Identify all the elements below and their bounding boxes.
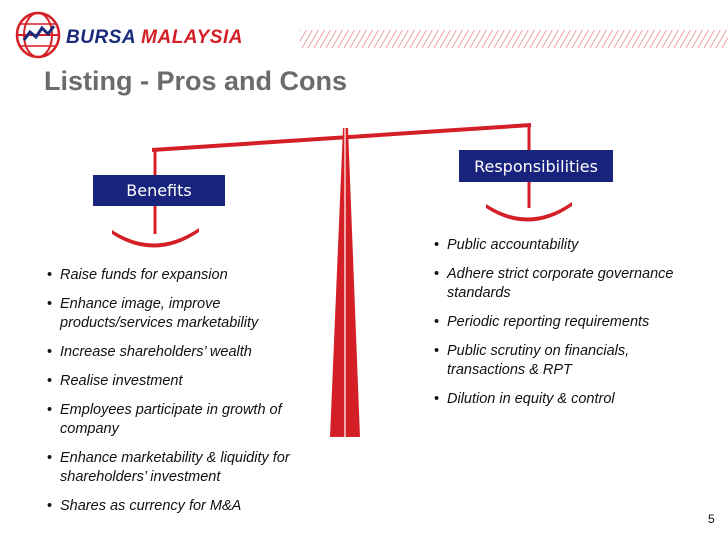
page-title: Listing - Pros and Cons (44, 66, 348, 96)
page-number: 5 (708, 512, 715, 526)
benefit-item: • Raise funds for expansion (47, 266, 337, 285)
responsibility-item: • Dilution in equity & control (434, 390, 724, 409)
brand-name-bursa: BURSA (66, 27, 136, 48)
responsibilities-heading: Responsibilities (459, 150, 613, 182)
benefits-list (47, 266, 337, 526)
responsibility-item: • Public scrutiny on financials, transactions & RPT (434, 342, 677, 380)
benefits-heading: Benefits (93, 175, 225, 206)
responsibility-item: • Adhere strict corporate governance standards (434, 265, 722, 303)
benefit-item: • Enhance marketability & liquidity for shareholders’ investment (47, 449, 310, 487)
benefit-item: • Employees participate in growth of company (47, 401, 305, 439)
benefit-item: • Realise investment (47, 372, 337, 391)
responsibility-item: • Periodic reporting requirements (434, 313, 724, 332)
brand-name-malaysia: MALAYSIA (141, 27, 243, 48)
responsibility-item: • Public accountability (434, 236, 724, 255)
benefit-item: • Increase shareholders’ wealth (47, 343, 337, 362)
benefit-item: • Enhance image, improve products/services marketability (47, 295, 300, 333)
responsibilities-list (434, 236, 724, 419)
benefit-item: • Shares as currency for M&A (47, 497, 337, 516)
